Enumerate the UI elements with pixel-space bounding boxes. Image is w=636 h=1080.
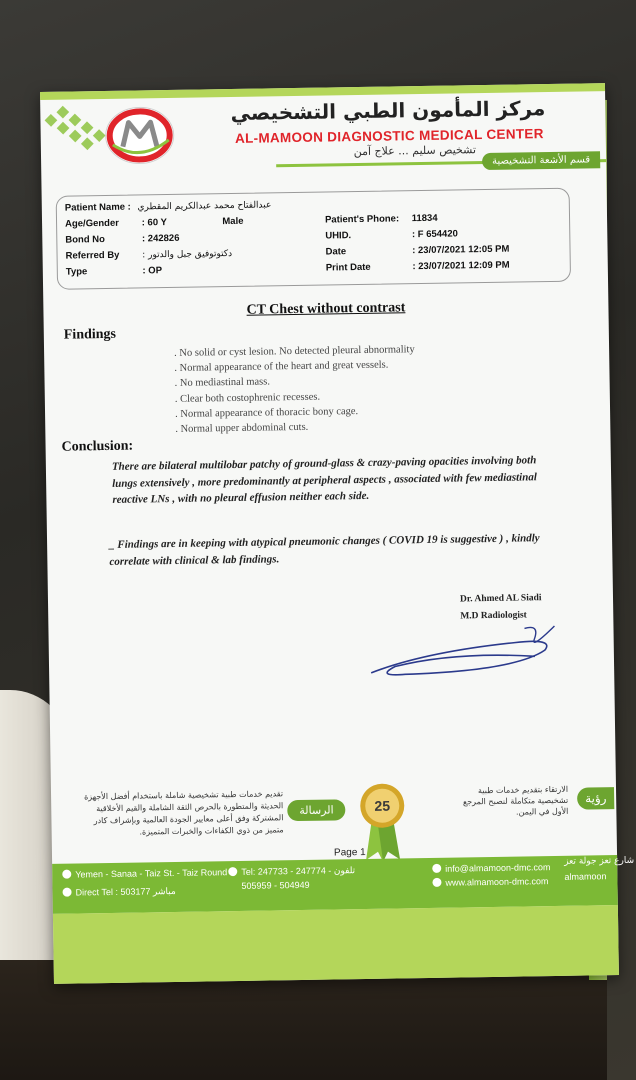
- patient-info-box: [56, 188, 571, 290]
- findings-heading: Findings: [63, 326, 117, 343]
- bond-label: Bond No: [65, 233, 105, 246]
- date-label: Date: [325, 246, 347, 258]
- finding-item: . No solid or cyst lesion. No detected pleural abnormality: [174, 344, 415, 359]
- print-date-value: : 23/07/2021 12:09 PM: [412, 259, 510, 273]
- tel-text-2: 505959 - 504949: [241, 879, 310, 891]
- tel-text: Tel: 247733 - 247774 - تلفون: [241, 865, 356, 877]
- patient-name-value: عبدالفتاح محمد عبدالكريم المقطري: [137, 200, 272, 213]
- referred-label: Referred By: [65, 249, 120, 262]
- finding-item: . No mediastinal mass.: [174, 376, 271, 390]
- phone-value: 11834: [411, 212, 438, 225]
- vision-tag: رؤية: [577, 787, 615, 810]
- findings-list: [174, 342, 416, 437]
- doctor-title: M.D Radiologist: [460, 610, 527, 622]
- conclusion-heading: Conclusion:: [61, 438, 134, 455]
- conclusion-note: _ Findings are in keeping with atypical pneumonic changes ( COVID 19 is suggestive ) , kindly correlate with clinical & lab findings.: [109, 532, 540, 568]
- website-link[interactable]: www.almamoon-dmc.com: [445, 876, 549, 888]
- patient-name-label: Patient Name :: [64, 201, 131, 214]
- page-number: Page 1: [333, 846, 366, 859]
- footer-contact-band: [52, 855, 635, 914]
- direct-tel-text: Direct Tel : 503177 مباشر: [75, 885, 176, 898]
- referred-value: : دكتوتوفيق جبل والدتور: [142, 249, 233, 261]
- handwritten-signature: [364, 620, 565, 683]
- social-handle-2: almamoon: [564, 871, 607, 882]
- address-text: Yemen - Sanaa - Taiz St. - Taiz Round: [75, 867, 228, 880]
- finding-item: . Normal appearance of thoracic bony cage.: [174, 405, 359, 420]
- age-gender-label: Age/Gender: [64, 217, 120, 230]
- uhid-label: UHID.: [325, 230, 352, 242]
- social-handle: شارع تعز جولة تعز: [564, 855, 635, 867]
- age-value: : 60 Y: [141, 217, 167, 229]
- doctor-name: Dr. Ahmed AL Siadi: [459, 593, 542, 605]
- print-date-label: Print Date: [325, 261, 371, 274]
- vision-text: الارتقاء بتقديم خدمات طبية تشخيصية متكاملة لنصبح المرجع الأول في اليمن.: [462, 784, 569, 817]
- date-value: : 23/07/2021 12:05 PM: [412, 243, 510, 257]
- finding-item: . Normal upper abdominal cuts.: [175, 421, 309, 435]
- type-value: : OP: [142, 265, 163, 277]
- center-slogan: تشخيص سليم ... علاج آمن: [353, 143, 477, 159]
- bond-value: : 242826: [141, 232, 180, 245]
- gender-value: Male: [222, 215, 244, 228]
- phone-label: Patient's Phone:: [324, 213, 400, 226]
- report-paper: [40, 83, 635, 984]
- center-arabic-name: مركز المأمون الطبي التشخيصي: [230, 96, 546, 126]
- type-label: Type: [65, 266, 88, 278]
- center-english-name: AL-MAMOON DIAGNOSTIC MEDICAL CENTER: [234, 126, 544, 146]
- medal-number: 25: [374, 797, 391, 814]
- email-link[interactable]: info@almamoon-dmc.com: [445, 862, 551, 874]
- mission-text: تقديم خدمات طبية تشخيصية شاملة باستخدام أفضل الأجهزة الحديثة والمتطورة بالحرص الثقة الشاملة والقيم الأخلاقية المشتركة وفق أعلى معايير الجودة العالمية وبإشراف كادر متميز من ذوي الكفاءات والخبرات المتميزة.: [83, 789, 284, 837]
- mamoon-logo-icon: [102, 104, 177, 167]
- report-title: CT Chest without contrast: [246, 300, 406, 318]
- department-tag: قسم الأشعة التشخيصية: [482, 151, 600, 170]
- finding-item: . Clear both costophrenic recesses.: [174, 391, 321, 405]
- footer-lower-band: [53, 905, 619, 984]
- finding-item: . Normal appearance of the heart and great vessels.: [174, 359, 389, 375]
- conclusion-text: There are bilateral multilobar patchy of ground-glass & crazy-paving opacities involving both lungs extensively , more predominantly at peripheral aspects , associated with few mediastinal reactive LNs , with no pleural effusion neither each side.: [111, 454, 537, 506]
- uhid-value: : F 654420: [411, 228, 458, 241]
- mission-tag: الرسالة: [287, 799, 346, 821]
